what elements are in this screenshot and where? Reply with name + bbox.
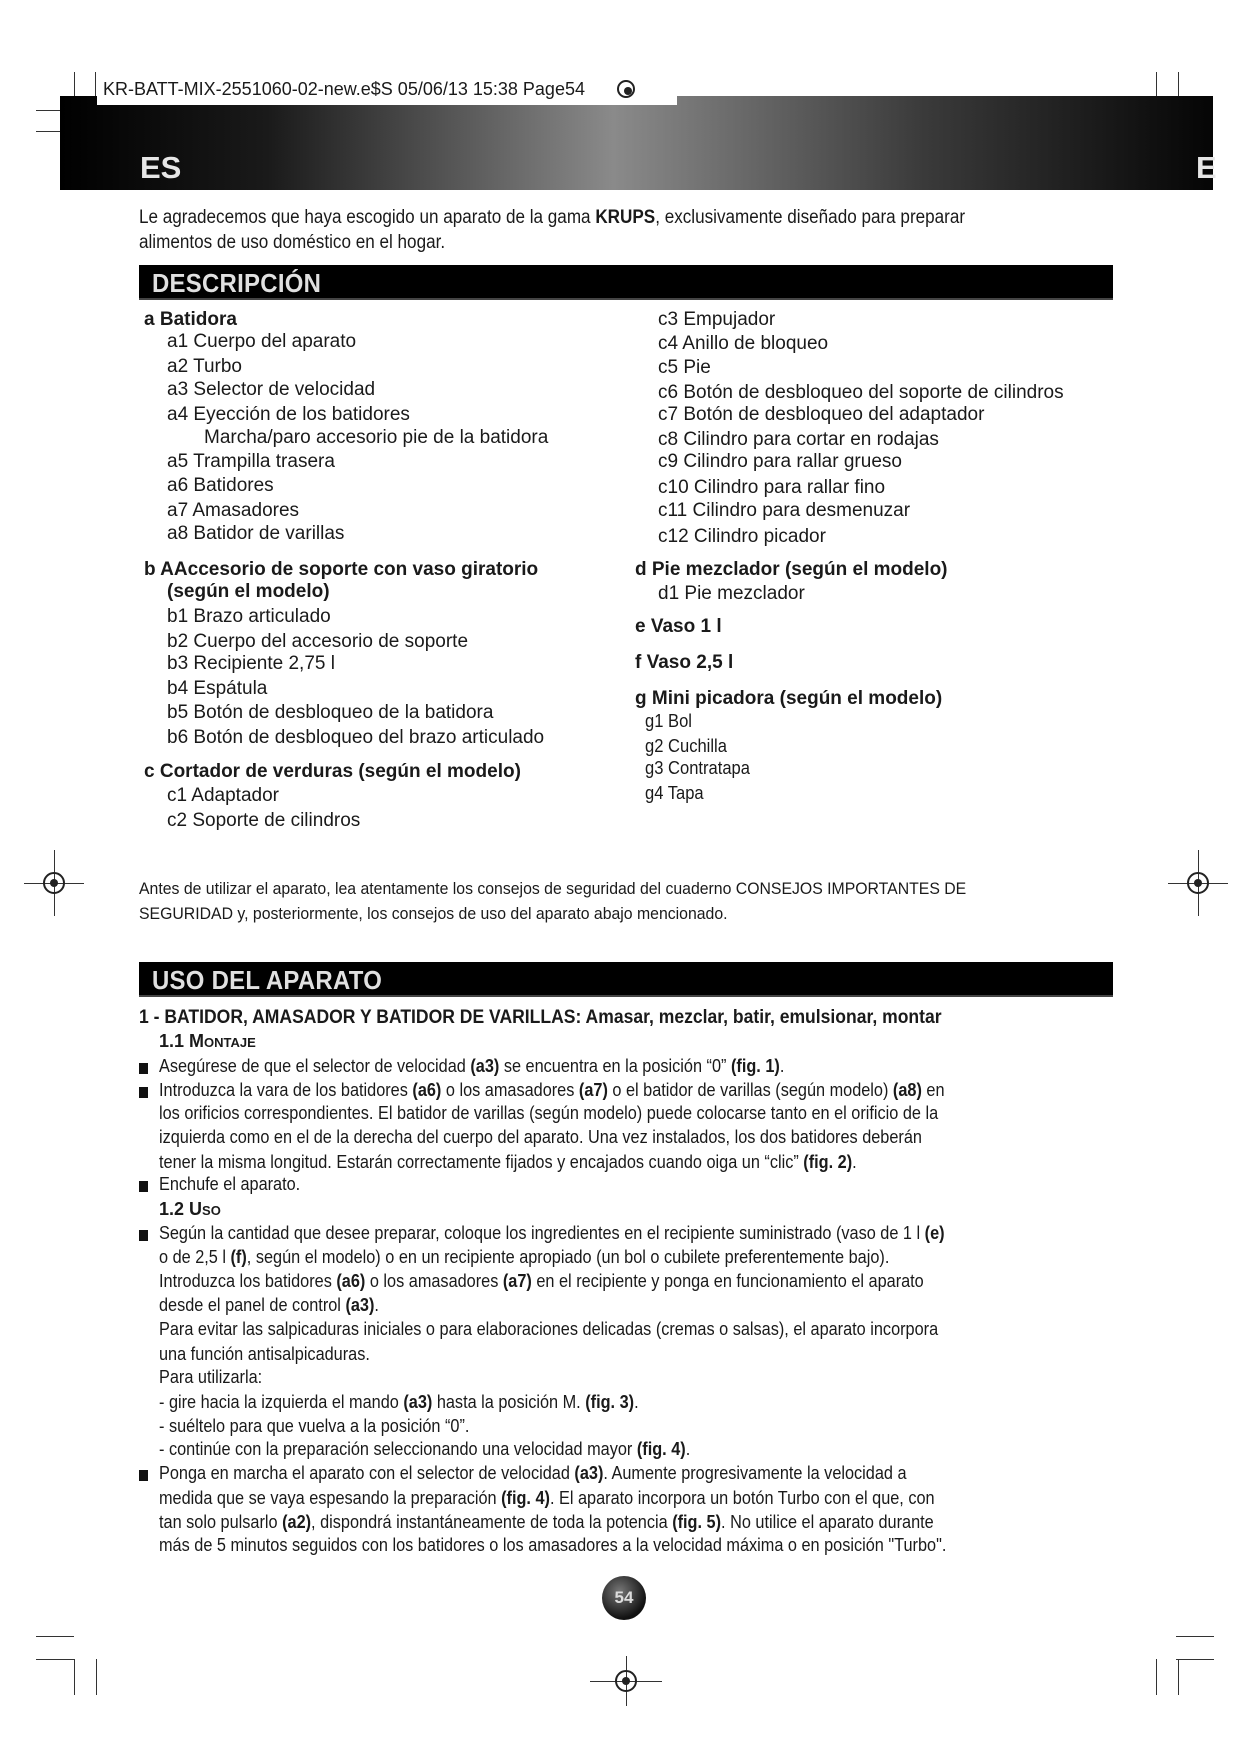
text-segment: Le agradecemos que haya escogido un aparato de la gama (139, 207, 596, 228)
description-item: b5 Botón de desbloqueo de la batidora (167, 702, 494, 723)
crop-mark (36, 1659, 74, 1660)
crop-mark (1178, 1659, 1179, 1695)
text-line (159, 1366, 262, 1388)
description-item: c11 Cilindro para desmenuzar (658, 500, 911, 521)
text-segment: Para utilizarla: (159, 1366, 263, 1387)
text-line (159, 1391, 639, 1413)
text-segment: medida que se vaya espesando la preparación (159, 1487, 502, 1508)
text-line (159, 1534, 946, 1556)
text-segment: los orificios correspondientes. El batidor de varillas (según modelo) puede colocarse tanto en el orificio de la (159, 1102, 939, 1123)
bold-reference: (a3) (345, 1294, 375, 1315)
text-line (159, 1102, 938, 1124)
description-item: c10 Cilindro para rallar fino (658, 477, 886, 498)
language-code: ES (140, 150, 182, 185)
description-item: g1 Bol (645, 711, 692, 731)
bold-reference: (a3) (403, 1391, 433, 1412)
registration-mark-icon (615, 1670, 637, 1692)
text-line (159, 1462, 907, 1484)
description-group-heading: g Mini picadora (según el modelo) (635, 688, 943, 709)
description-item: a6 Batidores (167, 475, 274, 496)
bold-reference: 1.2 Uso (159, 1199, 221, 1219)
text-line (159, 1438, 690, 1460)
text-segment: . Aumente progresivamente la velocidad a (603, 1462, 907, 1483)
bullet-icon (139, 1063, 148, 1074)
bold-reference: (a3) (574, 1462, 604, 1483)
description-group-heading: (según el modelo) (167, 581, 330, 602)
text-segment: - gire hacia la izquierda el mando (159, 1391, 404, 1412)
bold-reference: (a8) (892, 1079, 922, 1100)
text-segment: o los amasadores (441, 1079, 579, 1100)
bold-reference: (a7) (502, 1270, 532, 1291)
text-segment: Ponga en marcha el aparato con el selector de velocidad (159, 1462, 575, 1483)
text-segment: . (685, 1438, 691, 1459)
text-segment: . El aparato incorpora un botón Turbo con el que, con (549, 1487, 935, 1508)
text-line (159, 1246, 889, 1268)
bold-reference: 1.1 Montaje (159, 1031, 256, 1051)
bold-reference: (a7) (578, 1079, 608, 1100)
section-title: USO DEL APARATO (152, 965, 383, 995)
text-line (139, 207, 965, 229)
description-group-heading: e Vaso 1 l (635, 616, 722, 637)
description-group-heading: c Cortador de verduras (según el modelo) (144, 761, 521, 782)
description-item: c2 Soporte de cilindros (167, 810, 361, 831)
description-item: c7 Botón de desbloqueo del adaptador (658, 404, 985, 425)
bold-reference: (fig. 3) (585, 1391, 635, 1412)
text-line (159, 1318, 938, 1340)
crop-mark (36, 1636, 74, 1637)
description-item: g2 Cuchilla (645, 736, 727, 756)
description-item: a7 Amasadores (167, 500, 300, 521)
text-segment: hasta la posición M. (432, 1391, 586, 1412)
text-line (159, 1343, 370, 1365)
text-segment: Para evitar las salpicaduras iniciales o para elaboraciones delicadas (cremas o salsas), el aparato incorpora (159, 1318, 939, 1339)
text-segment: se encuentra en la posición “0” (499, 1055, 731, 1076)
text-line (159, 1126, 922, 1148)
bullet-icon (139, 1230, 148, 1241)
text-line (159, 1487, 935, 1509)
description-group-heading: b AAccesorio de soporte con vaso giratorio (144, 559, 539, 580)
text-segment: . No utilice el aparato durante (721, 1511, 934, 1532)
bold-reference: (e) (924, 1222, 945, 1243)
description-group-heading: f Vaso 2,5 l (635, 652, 734, 673)
description-item: b2 Cuerpo del accesorio de soporte (167, 631, 469, 652)
description-item: a4 Eyección de los batidores (167, 404, 410, 425)
text-line (139, 878, 966, 900)
text-segment: tan solo pulsarlo (159, 1511, 283, 1532)
description-group-heading: a Batidora (144, 309, 237, 330)
description-item: b1 Brazo articulado (167, 606, 331, 627)
description-item: a5 Trampilla trasera (167, 451, 335, 472)
subsection-label (159, 1030, 256, 1052)
page-number: 54 (602, 1576, 646, 1620)
description-group-heading: d Pie mezclador (según el modelo) (635, 559, 948, 580)
description-item: c6 Botón de desbloqueo del soporte de cilindros (658, 382, 1064, 403)
bullet-icon (139, 1470, 148, 1481)
text-segment: alimentos de uso doméstico en el hogar. (139, 232, 446, 253)
text-segment: tener la misma longitud. Estarán correctamente fijados y encajados cuando oiga un “clic” (159, 1151, 804, 1172)
bold-reference: (fig. 2) (803, 1151, 853, 1172)
registration-mark-icon (617, 80, 635, 98)
text-line (139, 232, 445, 254)
bold-reference: (f) (230, 1246, 247, 1267)
bold-reference: (a6) (412, 1079, 442, 1100)
section-header-descripcion (139, 265, 1113, 300)
text-segment: desde el panel de control (159, 1294, 346, 1315)
text-segment: en el recipiente y ponga en funcionamiento el aparato (531, 1270, 924, 1291)
text-segment: , exclusivamente diseñado para preparar (655, 207, 966, 228)
text-segment: Enchufe el aparato. (159, 1173, 301, 1194)
text-line (159, 1055, 784, 1077)
description-item: c4 Anillo de bloqueo (658, 333, 829, 354)
description-item: b4 Espátula (167, 678, 268, 699)
bullet-icon (139, 1181, 148, 1192)
text-line (159, 1151, 857, 1173)
bold-reference: (fig. 4) (636, 1438, 686, 1459)
description-item: Marcha/paro accesorio pie de la batidora (204, 427, 549, 448)
text-line (139, 903, 728, 925)
text-line (159, 1173, 300, 1195)
text-segment: o el batidor de varillas (según modelo) (607, 1079, 893, 1100)
text-segment: SEGURIDAD y, posteriormente, los consejos de uso del aparato abajo mencionado. (139, 904, 728, 923)
text-segment: . (374, 1294, 379, 1315)
text-segment: , dispondrá instantáneamente de toda la potencia (311, 1511, 673, 1532)
registration-mark-icon (43, 872, 65, 894)
bold-reference: KRUPS (595, 207, 656, 228)
bold-reference: (fig. 1) (730, 1055, 780, 1076)
crop-mark (1176, 1636, 1214, 1637)
bold-reference: (fig. 5) (672, 1511, 722, 1532)
registration-mark-icon (1187, 872, 1209, 894)
bold-reference: (fig. 4) (501, 1487, 550, 1508)
text-line (159, 1294, 379, 1316)
subsection-label (159, 1198, 221, 1220)
text-segment: o de 2,5 l (159, 1246, 231, 1267)
description-item: c5 Pie (658, 357, 711, 378)
text-segment: . (852, 1151, 857, 1172)
description-item: a2 Turbo (167, 356, 242, 377)
description-item: b3 Recipiente 2,75 l (167, 653, 335, 674)
section-title: DESCRIPCIÓN (152, 268, 322, 298)
crop-mark (1176, 1659, 1214, 1660)
description-item: g4 Tapa (645, 783, 704, 803)
description-item: a8 Batidor de varillas (167, 523, 345, 544)
text-line (159, 1511, 934, 1533)
description-item: c1 Adaptador (167, 785, 279, 806)
language-header-bar (60, 96, 1213, 190)
description-item: a1 Cuerpo del aparato (167, 331, 357, 352)
crop-mark (1156, 1659, 1157, 1695)
text-line (159, 1415, 469, 1437)
text-line (159, 1270, 924, 1292)
crop-mark (74, 1659, 75, 1695)
text-segment: Introduzca los batidores (159, 1270, 337, 1291)
text-segment: . (779, 1055, 785, 1076)
description-item: c8 Cilindro para cortar en rodajas (658, 429, 939, 450)
description-item: c3 Empujador (658, 309, 776, 330)
section-header-uso (139, 962, 1113, 997)
description-item: d1 Pie mezclador (658, 583, 805, 604)
description-item: c12 Cilindro picador (658, 526, 826, 547)
description-item: b6 Botón de desbloqueo del brazo articulado (167, 727, 545, 748)
bullet-icon (139, 1087, 148, 1098)
text-line (159, 1079, 945, 1101)
subsection-heading: 1 - BATIDOR, AMASADOR Y BATIDOR DE VARILLAS: Amasar, mezclar, batir, emulsionar, montar (139, 1006, 942, 1028)
text-segment: Antes de utilizar el aparato, lea atentamente los consejos de seguridad del cuaderno CONSEJOS IMPORTANTES DE (139, 879, 967, 898)
text-segment: - continúe con la preparación seleccionando una velocidad mayor (159, 1438, 637, 1459)
text-segment: izquierda como en el de la derecha del cuerpo del aparato. Una vez instalados, los dos batidores deberán (159, 1126, 922, 1147)
bold-reference: (a6) (336, 1270, 366, 1291)
print-slug: KR-BATT-MIX-2551060-02-new.e$S 05/06/13 15:38 Page54 (97, 76, 677, 105)
text-segment: - suéltelo para que vuelva a la posición “0”. (159, 1415, 470, 1436)
text-segment: más de 5 minutos seguidos con los batidores o los amasadores a la velocidad máxima o en posición "Turbo". (159, 1534, 947, 1555)
text-segment: . (634, 1391, 639, 1412)
crop-mark (96, 1659, 97, 1695)
text-segment: , según el modelo) o en un recipiente apropiado (un bol o cubilete preferentemente bajo). (246, 1246, 890, 1267)
text-segment: o los amasadores (365, 1270, 503, 1291)
bold-reference: (a2) (282, 1511, 312, 1532)
description-item: c9 Cilindro para rallar grueso (658, 451, 902, 472)
text-line (159, 1222, 945, 1244)
description-item: g3 Contratapa (645, 758, 750, 778)
description-item: a3 Selector de velocidad (167, 379, 376, 400)
bold-reference: (a3) (470, 1055, 500, 1076)
text-segment: Según la cantidad que desee preparar, coloque los ingredientes en el recipiente suministrado (vaso de 1 l (159, 1222, 925, 1243)
language-code-next: E (1196, 150, 1217, 185)
text-segment: Introduzca la vara de los batidores (159, 1079, 413, 1100)
text-segment: Asegúrese de que el selector de velocidad (159, 1055, 471, 1076)
text-segment: en (921, 1079, 945, 1100)
text-segment: una función antisalpicaduras. (159, 1343, 370, 1364)
